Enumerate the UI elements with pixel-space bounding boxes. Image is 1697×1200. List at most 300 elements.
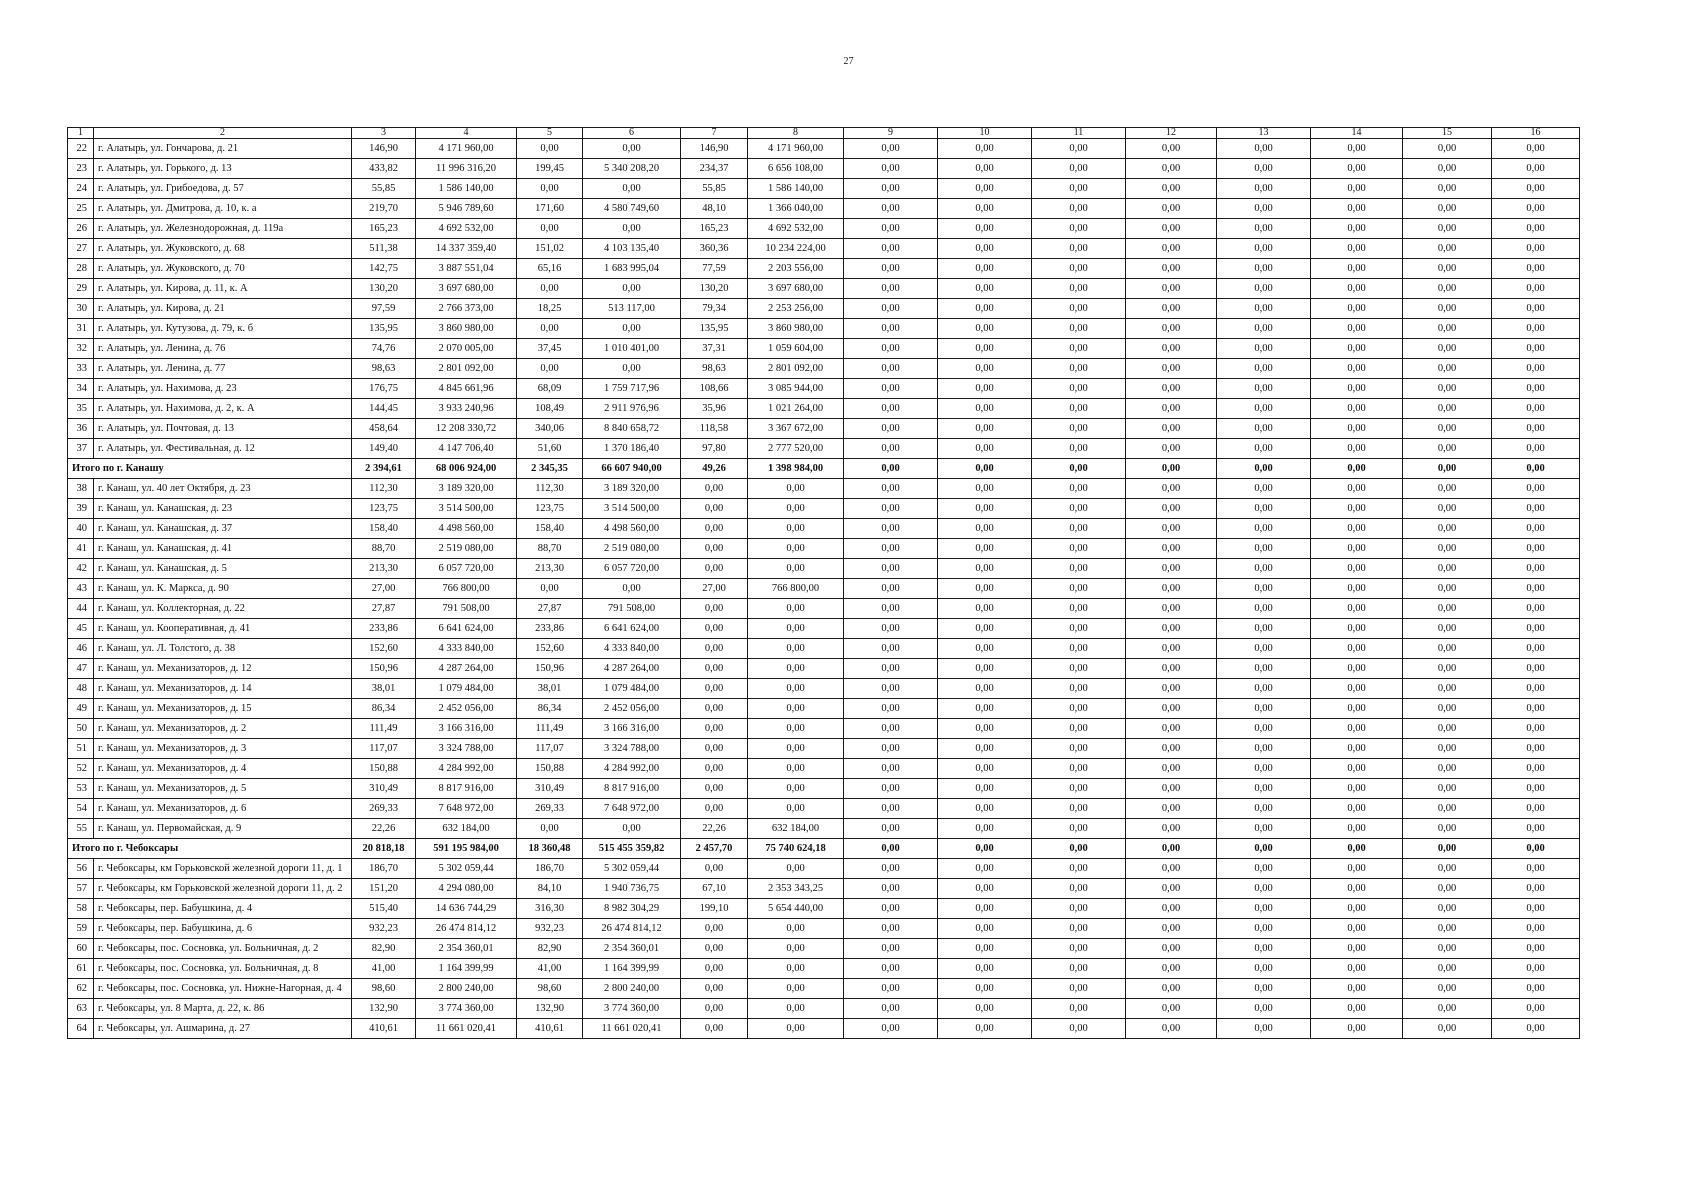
value-cell: 0,00: [938, 359, 1032, 379]
value-cell: 27,00: [352, 579, 416, 599]
value-cell: 0,00: [938, 939, 1032, 959]
value-cell: 0,00: [681, 519, 748, 539]
value-cell: 0,00: [844, 679, 938, 699]
value-cell: 0,00: [844, 899, 938, 919]
value-cell: 3 697 680,00: [748, 279, 844, 299]
subtotal-value-cell: 0,00: [1032, 839, 1126, 859]
value-cell: 8 982 304,29: [583, 899, 681, 919]
value-cell: 0,00: [1311, 959, 1403, 979]
value-cell: 0,00: [1217, 439, 1311, 459]
value-cell: 0,00: [844, 719, 938, 739]
value-cell: 4 333 840,00: [583, 639, 681, 659]
value-cell: 0,00: [1217, 339, 1311, 359]
subtotal-value-cell: 75 740 624,18: [748, 839, 844, 859]
value-cell: 0,00: [1311, 719, 1403, 739]
column-number-header: 7: [681, 128, 748, 139]
value-cell: 117,07: [352, 739, 416, 759]
address-cell: г. Канаш, ул. Механизаторов, д. 4: [94, 759, 352, 779]
value-cell: 0,00: [1217, 579, 1311, 599]
value-cell: 0,00: [1126, 919, 1217, 939]
value-cell: 632 184,00: [416, 819, 517, 839]
value-cell: 0,00: [681, 539, 748, 559]
value-cell: 0,00: [1403, 239, 1492, 259]
value-cell: 0,00: [1217, 499, 1311, 519]
table-row: [68, 239, 1580, 259]
value-cell: 4 171 960,00: [748, 139, 844, 159]
value-cell: 14 636 744,29: [416, 899, 517, 919]
column-number-header: 16: [1492, 128, 1580, 139]
value-cell: 0,00: [938, 499, 1032, 519]
value-cell: 2 070 005,00: [416, 339, 517, 359]
row-number-cell: 55: [68, 819, 94, 839]
table-row: [68, 979, 1580, 999]
value-cell: 0,00: [517, 219, 583, 239]
value-cell: 233,86: [517, 619, 583, 639]
value-cell: 0,00: [1126, 739, 1217, 759]
value-cell: 0,00: [938, 539, 1032, 559]
value-cell: 0,00: [1032, 219, 1126, 239]
value-cell: 4 287 264,00: [416, 659, 517, 679]
value-cell: 199,10: [681, 899, 748, 919]
value-cell: 0,00: [583, 819, 681, 839]
row-number-cell: 58: [68, 899, 94, 919]
value-cell: 0,00: [1492, 379, 1580, 399]
row-number-cell: 53: [68, 779, 94, 799]
value-cell: 0,00: [1032, 899, 1126, 919]
row-number-cell: 36: [68, 419, 94, 439]
value-cell: 0,00: [517, 179, 583, 199]
value-cell: 0,00: [1126, 179, 1217, 199]
value-cell: 0,00: [1492, 719, 1580, 739]
address-cell: г. Канаш, ул. 40 лет Октября, д. 23: [94, 479, 352, 499]
subtotal-value-cell: 66 607 940,00: [583, 459, 681, 479]
table-row: [68, 379, 1580, 399]
row-number-cell: 37: [68, 439, 94, 459]
value-cell: 0,00: [1217, 219, 1311, 239]
table-row: [68, 719, 1580, 739]
value-cell: 0,00: [1311, 599, 1403, 619]
table-row: [68, 799, 1580, 819]
column-number-row: [68, 128, 1580, 139]
value-cell: 0,00: [1403, 739, 1492, 759]
value-cell: 0,00: [1126, 399, 1217, 419]
value-cell: 3 324 788,00: [416, 739, 517, 759]
value-cell: 0,00: [1217, 999, 1311, 1019]
value-cell: 0,00: [1403, 899, 1492, 919]
address-cell: г. Алатырь, ул. Горького, д. 13: [94, 159, 352, 179]
address-cell: г. Чебоксары, пос. Сосновка, ул. Больничная, д. 8: [94, 959, 352, 979]
value-cell: 0,00: [1403, 319, 1492, 339]
value-cell: 0,00: [1217, 299, 1311, 319]
value-cell: 0,00: [1126, 659, 1217, 679]
value-cell: 0,00: [1403, 699, 1492, 719]
value-cell: 0,00: [1492, 859, 1580, 879]
value-cell: 0,00: [517, 319, 583, 339]
value-cell: 132,90: [517, 999, 583, 1019]
value-cell: 98,60: [352, 979, 416, 999]
value-cell: 0,00: [1126, 779, 1217, 799]
value-cell: 55,85: [352, 179, 416, 199]
value-cell: 0,00: [748, 619, 844, 639]
value-cell: 0,00: [1126, 139, 1217, 159]
value-cell: 3 860 980,00: [416, 319, 517, 339]
address-cell: г. Канаш, ул. Канашская, д. 5: [94, 559, 352, 579]
value-cell: 146,90: [352, 139, 416, 159]
value-cell: 2 354 360,01: [416, 939, 517, 959]
value-cell: 0,00: [1311, 259, 1403, 279]
value-cell: 0,00: [1217, 939, 1311, 959]
value-cell: 0,00: [1032, 419, 1126, 439]
value-cell: 0,00: [1311, 1019, 1403, 1039]
value-cell: 0,00: [1403, 259, 1492, 279]
value-cell: 171,60: [517, 199, 583, 219]
value-cell: 0,00: [748, 639, 844, 659]
value-cell: 108,49: [517, 399, 583, 419]
value-cell: 0,00: [844, 919, 938, 939]
value-cell: 0,00: [1403, 399, 1492, 419]
value-cell: 0,00: [1217, 199, 1311, 219]
row-number-cell: 43: [68, 579, 94, 599]
value-cell: 0,00: [1311, 439, 1403, 459]
value-cell: 0,00: [1311, 239, 1403, 259]
value-cell: 0,00: [1403, 339, 1492, 359]
value-cell: 0,00: [1032, 179, 1126, 199]
value-cell: 2 777 520,00: [748, 439, 844, 459]
table-row: [68, 419, 1580, 439]
value-cell: 0,00: [583, 279, 681, 299]
address-cell: г. Алатырь, ул. Жуковского, д. 70: [94, 259, 352, 279]
value-cell: 0,00: [1403, 679, 1492, 699]
row-number-cell: 62: [68, 979, 94, 999]
value-cell: 0,00: [1217, 819, 1311, 839]
value-cell: 0,00: [1403, 999, 1492, 1019]
value-cell: 0,00: [1217, 639, 1311, 659]
value-cell: 0,00: [748, 979, 844, 999]
value-cell: 0,00: [1032, 859, 1126, 879]
value-cell: 0,00: [1492, 159, 1580, 179]
row-number-cell: 34: [68, 379, 94, 399]
subtotal-value-cell: 0,00: [1217, 839, 1311, 859]
value-cell: 0,00: [844, 619, 938, 639]
row-number-cell: 40: [68, 519, 94, 539]
value-cell: 932,23: [517, 919, 583, 939]
value-cell: 3 324 788,00: [583, 739, 681, 759]
value-cell: 0,00: [938, 859, 1032, 879]
table-row: [68, 399, 1580, 419]
value-cell: 0,00: [844, 159, 938, 179]
value-cell: 0,00: [1403, 179, 1492, 199]
value-cell: 0,00: [517, 359, 583, 379]
value-cell: 0,00: [1403, 819, 1492, 839]
address-cell: г. Канаш, ул. Механизаторов, д. 14: [94, 679, 352, 699]
value-cell: 0,00: [1492, 419, 1580, 439]
value-cell: 0,00: [1492, 799, 1580, 819]
column-number-header: 4: [416, 128, 517, 139]
value-cell: 82,90: [352, 939, 416, 959]
value-cell: 0,00: [681, 999, 748, 1019]
value-cell: 0,00: [1126, 819, 1217, 839]
value-cell: 1 079 484,00: [583, 679, 681, 699]
value-cell: 0,00: [844, 279, 938, 299]
value-cell: 0,00: [1311, 159, 1403, 179]
value-cell: 0,00: [1492, 759, 1580, 779]
value-cell: 0,00: [1032, 379, 1126, 399]
value-cell: 111,49: [517, 719, 583, 739]
value-cell: 0,00: [844, 639, 938, 659]
value-cell: 0,00: [1217, 619, 1311, 639]
row-number-cell: 23: [68, 159, 94, 179]
value-cell: 3 514 500,00: [416, 499, 517, 519]
value-cell: 0,00: [1217, 679, 1311, 699]
value-cell: 0,00: [1403, 859, 1492, 879]
value-cell: 37,31: [681, 339, 748, 359]
address-cell: г. Канаш, ул. Механизаторов, д. 15: [94, 699, 352, 719]
value-cell: 0,00: [681, 859, 748, 879]
table-row: [68, 479, 1580, 499]
row-number-cell: 29: [68, 279, 94, 299]
value-cell: 0,00: [1311, 339, 1403, 359]
value-cell: 0,00: [1492, 139, 1580, 159]
column-number-header: 9: [844, 128, 938, 139]
value-cell: 0,00: [844, 239, 938, 259]
value-cell: 27,87: [352, 599, 416, 619]
value-cell: 0,00: [1403, 599, 1492, 619]
value-cell: 213,30: [517, 559, 583, 579]
value-cell: 0,00: [681, 799, 748, 819]
value-cell: 0,00: [681, 699, 748, 719]
value-cell: 0,00: [1311, 919, 1403, 939]
value-cell: 0,00: [1217, 1019, 1311, 1039]
value-cell: 0,00: [938, 899, 1032, 919]
value-cell: 0,00: [1126, 159, 1217, 179]
value-cell: 0,00: [1492, 199, 1580, 219]
value-cell: 0,00: [1492, 999, 1580, 1019]
value-cell: 0,00: [1492, 739, 1580, 759]
value-cell: 0,00: [1217, 599, 1311, 619]
value-cell: 1 940 736,75: [583, 879, 681, 899]
value-cell: 150,96: [517, 659, 583, 679]
value-cell: 410,61: [517, 1019, 583, 1039]
value-cell: 6 057 720,00: [416, 559, 517, 579]
value-cell: 0,00: [1217, 899, 1311, 919]
value-cell: 35,96: [681, 399, 748, 419]
table-row: [68, 679, 1580, 699]
value-cell: 0,00: [844, 419, 938, 439]
table-row: [68, 219, 1580, 239]
value-cell: 0,00: [938, 159, 1032, 179]
subtotal-value-cell: 0,00: [1311, 459, 1403, 479]
address-cell: г. Чебоксары, пос. Сосновка, ул. Больничная, д. 2: [94, 939, 352, 959]
value-cell: 7 648 972,00: [416, 799, 517, 819]
value-cell: 88,70: [517, 539, 583, 559]
address-cell: г. Канаш, ул. Канашская, д. 37: [94, 519, 352, 539]
value-cell: 150,88: [352, 759, 416, 779]
value-cell: 0,00: [1032, 439, 1126, 459]
value-cell: 0,00: [1311, 299, 1403, 319]
value-cell: 0,00: [844, 539, 938, 559]
value-cell: 0,00: [1311, 319, 1403, 339]
value-cell: 0,00: [748, 699, 844, 719]
value-cell: 1 366 040,00: [748, 199, 844, 219]
value-cell: 0,00: [844, 699, 938, 719]
value-cell: 0,00: [1311, 579, 1403, 599]
value-cell: 6 641 624,00: [416, 619, 517, 639]
value-cell: 360,36: [681, 239, 748, 259]
value-cell: 0,00: [1311, 999, 1403, 1019]
table-row: [68, 199, 1580, 219]
table-body: [68, 139, 1580, 1039]
value-cell: 0,00: [844, 359, 938, 379]
value-cell: 0,00: [1126, 759, 1217, 779]
subtotal-value-cell: 0,00: [1217, 459, 1311, 479]
value-cell: 0,00: [1126, 339, 1217, 359]
value-cell: 0,00: [1311, 499, 1403, 519]
value-cell: 0,00: [1032, 399, 1126, 419]
value-cell: 0,00: [1311, 659, 1403, 679]
value-cell: 0,00: [844, 199, 938, 219]
value-cell: 11 661 020,41: [583, 1019, 681, 1039]
value-cell: 0,00: [517, 279, 583, 299]
value-cell: 0,00: [1217, 159, 1311, 179]
value-cell: 0,00: [1403, 879, 1492, 899]
address-cell: г. Алатырь, ул. Почтовая, д. 13: [94, 419, 352, 439]
column-number-header: 5: [517, 128, 583, 139]
value-cell: 0,00: [1032, 359, 1126, 379]
subtotal-value-cell: 0,00: [1126, 839, 1217, 859]
value-cell: 0,00: [1126, 319, 1217, 339]
value-cell: 0,00: [1403, 479, 1492, 499]
value-cell: 0,00: [681, 559, 748, 579]
value-cell: 0,00: [844, 739, 938, 759]
value-cell: 112,30: [352, 479, 416, 499]
value-cell: 149,40: [352, 439, 416, 459]
value-cell: 0,00: [748, 919, 844, 939]
subtotal-row: [68, 459, 1580, 479]
value-cell: 0,00: [1032, 999, 1126, 1019]
value-cell: 0,00: [517, 139, 583, 159]
row-number-cell: 44: [68, 599, 94, 619]
value-cell: 511,38: [352, 239, 416, 259]
value-cell: 79,34: [681, 299, 748, 319]
column-number-header: 12: [1126, 128, 1217, 139]
value-cell: 8 817 916,00: [416, 779, 517, 799]
value-cell: 0,00: [938, 179, 1032, 199]
value-cell: 3 697 680,00: [416, 279, 517, 299]
value-cell: 0,00: [844, 799, 938, 819]
value-cell: 0,00: [1217, 779, 1311, 799]
table-row: [68, 859, 1580, 879]
value-cell: 0,00: [1032, 239, 1126, 259]
table-row: [68, 319, 1580, 339]
value-cell: 0,00: [844, 819, 938, 839]
value-cell: 0,00: [938, 619, 1032, 639]
value-cell: 74,76: [352, 339, 416, 359]
value-cell: 0,00: [844, 399, 938, 419]
value-cell: 130,20: [681, 279, 748, 299]
value-cell: 0,00: [748, 959, 844, 979]
value-cell: 4 171 960,00: [416, 139, 517, 159]
value-cell: 0,00: [1403, 959, 1492, 979]
value-cell: 142,75: [352, 259, 416, 279]
housing-register-table: [67, 127, 1580, 1039]
subtotal-value-cell: 591 195 984,00: [416, 839, 517, 859]
value-cell: 3 085 944,00: [748, 379, 844, 399]
table-row: [68, 699, 1580, 719]
value-cell: 0,00: [1311, 739, 1403, 759]
value-cell: 0,00: [1032, 499, 1126, 519]
address-cell: г. Алатырь, ул. Нахимова, д. 23: [94, 379, 352, 399]
value-cell: 38,01: [517, 679, 583, 699]
value-cell: 0,00: [1217, 759, 1311, 779]
value-cell: 0,00: [1492, 699, 1580, 719]
value-cell: 0,00: [1492, 1019, 1580, 1039]
value-cell: 0,00: [1311, 859, 1403, 879]
value-cell: 0,00: [938, 599, 1032, 619]
value-cell: 1 164 399,99: [416, 959, 517, 979]
table-row: [68, 179, 1580, 199]
value-cell: 0,00: [1217, 539, 1311, 559]
subtotal-value-cell: 0,00: [1403, 839, 1492, 859]
table-row: [68, 519, 1580, 539]
value-cell: 0,00: [1311, 279, 1403, 299]
value-cell: 0,00: [681, 779, 748, 799]
address-cell: г. Канаш, ул. Канашская, д. 23: [94, 499, 352, 519]
value-cell: 0,00: [844, 339, 938, 359]
table-row: [68, 1019, 1580, 1039]
value-cell: 199,45: [517, 159, 583, 179]
value-cell: 0,00: [681, 739, 748, 759]
value-cell: 0,00: [1032, 139, 1126, 159]
value-cell: 2 354 360,01: [583, 939, 681, 959]
value-cell: 186,70: [352, 859, 416, 879]
value-cell: 0,00: [1126, 979, 1217, 999]
value-cell: 0,00: [1492, 939, 1580, 959]
value-cell: 130,20: [352, 279, 416, 299]
value-cell: 0,00: [1217, 879, 1311, 899]
table-row: [68, 959, 1580, 979]
subtotal-value-cell: 0,00: [1032, 459, 1126, 479]
value-cell: 0,00: [1492, 499, 1580, 519]
row-number-cell: 52: [68, 759, 94, 779]
value-cell: 0,00: [844, 759, 938, 779]
value-cell: 176,75: [352, 379, 416, 399]
value-cell: 0,00: [1032, 719, 1126, 739]
value-cell: 0,00: [938, 419, 1032, 439]
value-cell: 186,70: [517, 859, 583, 879]
value-cell: 1 021 264,00: [748, 399, 844, 419]
value-cell: 0,00: [844, 519, 938, 539]
value-cell: 0,00: [1217, 359, 1311, 379]
value-cell: 0,00: [1492, 439, 1580, 459]
row-number-cell: 38: [68, 479, 94, 499]
table-row: [68, 899, 1580, 919]
value-cell: 0,00: [1403, 779, 1492, 799]
value-cell: 0,00: [583, 579, 681, 599]
value-cell: 0,00: [1032, 939, 1126, 959]
value-cell: 0,00: [1311, 679, 1403, 699]
address-cell: г. Алатырь, ул. Ленина, д. 76: [94, 339, 352, 359]
table-row: [68, 439, 1580, 459]
value-cell: 0,00: [1126, 439, 1217, 459]
row-number-cell: 63: [68, 999, 94, 1019]
value-cell: 0,00: [844, 999, 938, 1019]
column-number-header: 8: [748, 128, 844, 139]
value-cell: 1 079 484,00: [416, 679, 517, 699]
value-cell: 0,00: [1217, 479, 1311, 499]
value-cell: 118,58: [681, 419, 748, 439]
value-cell: 0,00: [1126, 1019, 1217, 1039]
value-cell: 0,00: [1403, 139, 1492, 159]
